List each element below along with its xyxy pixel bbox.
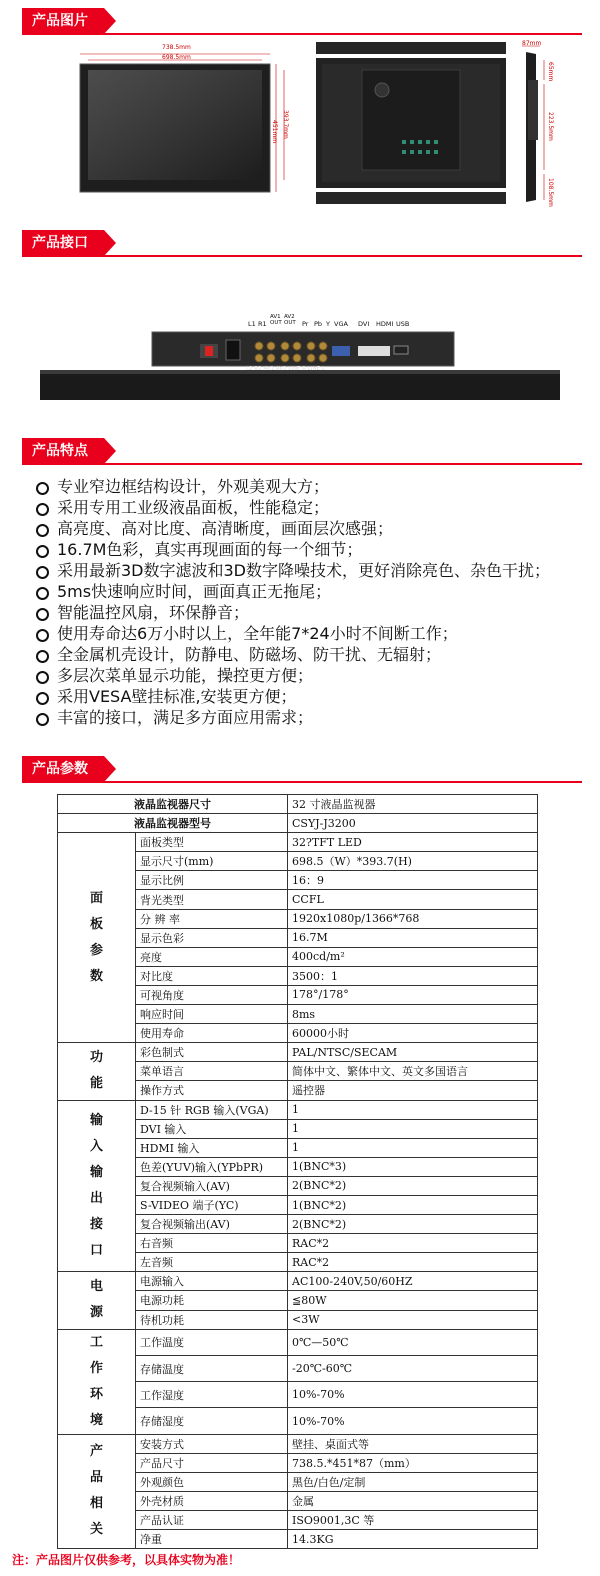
- section-header-images: [22, 8, 582, 36]
- spec-group-char: 数: [89, 968, 103, 984]
- spec-label: 电源输入: [136, 1272, 288, 1291]
- spec-value: 60000小时: [288, 1024, 538, 1043]
- spec-label: 存储温度: [136, 1355, 288, 1381]
- spec-label: 存储湿度: [136, 1408, 288, 1434]
- spec-group-char: 参: [89, 942, 103, 958]
- spec-value: 1(BNC*2): [288, 1195, 538, 1214]
- spec-label: 背光类型: [136, 890, 288, 909]
- port-label: AV2 OUT: [284, 314, 296, 326]
- feature-item: 采用专用工业级液晶面板，性能稳定；: [32, 497, 572, 518]
- spec-value: 2(BNC*2): [288, 1176, 538, 1195]
- spec-group-name: [58, 1100, 136, 1272]
- spec-group-char: 相: [89, 1496, 103, 1512]
- section-title: 产品特点: [22, 438, 104, 464]
- spec-value: 10%-70%: [288, 1382, 538, 1408]
- spec-value: RAC*2: [288, 1253, 538, 1272]
- back-view-image: [312, 40, 512, 208]
- dim-d1: 65mm: [547, 62, 554, 82]
- dim-d3: 108.5mm: [547, 178, 554, 207]
- spec-label: 左音频: [136, 1253, 288, 1272]
- feature-item: 使用寿命达6万小时以上，全年能7*24小时不间断工作；: [32, 623, 572, 644]
- dim-outer-height: 451mm: [271, 120, 278, 144]
- spec-label: DVI 输入: [136, 1119, 288, 1138]
- spec-value: AC100-240V,50/60HZ: [288, 1272, 538, 1291]
- spec-value: -20℃-60℃: [288, 1355, 538, 1381]
- spec-value: 壁挂、桌面式等: [288, 1434, 538, 1453]
- section-header-params: [22, 756, 582, 784]
- spec-label: 右音频: [136, 1234, 288, 1253]
- dim-inner-width: 698.5mm: [162, 54, 191, 61]
- spec-label: 复合视频输出(AV): [136, 1215, 288, 1234]
- spec-group-char: 接: [89, 1216, 103, 1232]
- spec-label: 响应时间: [136, 1005, 288, 1024]
- spec-group-char: 环: [89, 1386, 103, 1402]
- spec-value: 32?TFT LED: [288, 833, 538, 852]
- spec-label: 外观颜色: [136, 1472, 288, 1491]
- spec-group-name: [58, 1043, 136, 1100]
- feature-item: 智能温控风扇，环保静音；: [32, 602, 572, 623]
- spec-label: 可视角度: [136, 985, 288, 1004]
- spec-group-char: 口: [89, 1242, 103, 1258]
- spec-label: 产品认证: [136, 1511, 288, 1530]
- spec-label: 复合视频输入(AV): [136, 1176, 288, 1195]
- spec-label: 使用寿命: [136, 1024, 288, 1043]
- feature-item: 丰富的接口，满足多方面应用需求；: [32, 707, 572, 728]
- dim-outer-width: 738.5mm: [162, 44, 191, 51]
- spec-group-char: 功: [89, 1050, 103, 1066]
- spec-label: 彩色制式: [136, 1043, 288, 1062]
- feature-item: 采用VESA壁挂标准,安装更方便；: [32, 686, 572, 707]
- port-bottom-labels: L2 R2 AV1 AV2 LINE R LINE L: [246, 366, 325, 372]
- spec-label: 安装方式: [136, 1434, 288, 1453]
- spec-group-name: [58, 1272, 136, 1329]
- port-label: Y: [326, 320, 330, 328]
- front-view-drawing: [70, 40, 300, 200]
- spec-label: 产品尺寸: [136, 1453, 288, 1472]
- spec-value: 1(BNC*3): [288, 1157, 538, 1176]
- spec-label: 显示尺寸(mm): [136, 852, 288, 871]
- spec-group-char: 板: [89, 916, 103, 932]
- spec-value: 14.3KG: [288, 1530, 538, 1549]
- spec-value: 1920x1080p/1366*768: [288, 909, 538, 928]
- feature-item: 全金属机壳设计，防静电、防磁场、防干扰、无辐射；: [32, 644, 572, 665]
- spec-label: 待机功耗: [136, 1310, 288, 1329]
- spec-value: 400cd/m²: [288, 947, 538, 966]
- table-row: [58, 1043, 538, 1062]
- section-title: 产品接口: [22, 230, 104, 256]
- spec-group-char: 入: [89, 1138, 103, 1154]
- table-row: [58, 795, 538, 814]
- dim-d2: 223.5mm: [547, 112, 554, 141]
- spec-label: 面板类型: [136, 833, 288, 852]
- section-divider: [22, 781, 582, 783]
- table-row: [58, 1434, 538, 1453]
- side-view-image: [518, 40, 578, 208]
- section-divider: [22, 255, 582, 257]
- spec-group-char: 能: [89, 1076, 103, 1092]
- spec-group-char: 作: [89, 1360, 103, 1376]
- section-divider: [22, 33, 582, 35]
- feature-item: 16.7M色彩，真实再现画面的每一个细节；: [32, 539, 572, 560]
- spec-label: 液晶监视器尺寸: [58, 795, 288, 814]
- section-title: 产品参数: [22, 756, 104, 782]
- spec-label: 净重: [136, 1530, 288, 1549]
- spec-label: D-15 针 RGB 输入(VGA): [136, 1100, 288, 1119]
- spec-value: 8ms: [288, 1005, 538, 1024]
- table-row: [58, 833, 538, 852]
- port-label: AV1 OUT: [270, 314, 282, 326]
- spec-value: 10%-70%: [288, 1408, 538, 1434]
- table-row: [58, 814, 538, 833]
- table-row: [58, 1100, 538, 1119]
- spec-group-char: 产: [89, 1444, 103, 1460]
- port-label: Pb: [314, 320, 323, 328]
- spec-label: 外壳材质: [136, 1491, 288, 1510]
- dim-depth: 87mm: [522, 40, 542, 47]
- spec-label: 对比度: [136, 966, 288, 985]
- spec-label: 显示比例: [136, 871, 288, 890]
- feature-item: 高亮度、高对比度、高清晰度，画面层次感强；: [32, 518, 572, 539]
- port-label: USB: [396, 320, 410, 328]
- spec-value: CSYJ-J3200: [288, 814, 538, 833]
- spec-value: 2(BNC*2): [288, 1215, 538, 1234]
- spec-label: 菜单语言: [136, 1062, 288, 1081]
- spec-value: 0℃—50℃: [288, 1329, 538, 1355]
- table-row: [58, 1329, 538, 1355]
- spec-group-char: 品: [89, 1470, 103, 1486]
- spec-label: 亮度: [136, 947, 288, 966]
- spec-group-name: [58, 833, 136, 1043]
- spec-value: RAC*2: [288, 1234, 538, 1253]
- spec-value: 黑色/白色/定制: [288, 1472, 538, 1491]
- spec-label: 显示色彩: [136, 928, 288, 947]
- spec-group-char: 关: [89, 1522, 103, 1538]
- spec-group-char: 境: [89, 1412, 103, 1428]
- spec-table: [57, 794, 538, 1549]
- spec-label: 分 辨 率: [136, 909, 288, 928]
- port-label: L1: [248, 320, 256, 328]
- spec-value: 16.7M: [288, 928, 538, 947]
- section-header-features: [22, 438, 582, 466]
- port-label: DVI: [358, 320, 370, 328]
- spec-value: 1: [288, 1119, 538, 1138]
- spec-label: 电源功耗: [136, 1291, 288, 1310]
- spec-value: 738.5.*451*87（mm）: [288, 1453, 538, 1472]
- spec-value: ≦80W: [288, 1291, 538, 1310]
- spec-value: 16：9: [288, 871, 538, 890]
- spec-value: 遥控器: [288, 1081, 538, 1100]
- section-divider: [22, 463, 582, 465]
- spec-group-char: 输: [89, 1112, 103, 1128]
- spec-value: 1: [288, 1138, 538, 1157]
- table-row: [58, 1272, 538, 1291]
- feature-item: 专业窄边框结构设计，外观美观大方；: [32, 476, 572, 497]
- spec-value: ISO9001,3C 等: [288, 1511, 538, 1530]
- spec-value: 178°/178°: [288, 985, 538, 1004]
- spec-value: PAL/NTSC/SECAM: [288, 1043, 538, 1062]
- port-label: VGA: [334, 320, 348, 328]
- spec-label: 色差(YUV)输入(YPbPR): [136, 1157, 288, 1176]
- spec-value: <3W: [288, 1310, 538, 1329]
- spec-label: HDMI 输入: [136, 1138, 288, 1157]
- feature-item: 5ms快速响应时间，画面真正无拖尾；: [32, 581, 572, 602]
- front-view-image: [70, 40, 300, 200]
- port-label: Pr: [302, 320, 309, 328]
- section-title: 产品图片: [22, 8, 104, 34]
- spec-value: 698.5（W）*393.7(H): [288, 852, 538, 871]
- spec-value: 简体中文、繁体中文、英文多国语言: [288, 1062, 538, 1081]
- dim-inner-height: 393.7mm: [282, 110, 289, 139]
- feature-item: 多层次菜单显示功能，操控更方便；: [32, 665, 572, 686]
- spec-value: 3500：1: [288, 966, 538, 985]
- spec-value: 金属: [288, 1491, 538, 1510]
- feature-item: 采用最新3D数字滤波和3D数字降噪技术，更好消除亮色、杂色干扰；: [32, 560, 572, 581]
- spec-value: 1: [288, 1100, 538, 1119]
- spec-label: 液晶监视器型号: [58, 814, 288, 833]
- back-view-drawing: [312, 40, 512, 208]
- port-label: HDMI: [376, 320, 394, 328]
- section-header-ports: [22, 230, 582, 258]
- spec-group-char: 面: [89, 890, 103, 906]
- spec-label: 工作湿度: [136, 1382, 288, 1408]
- spec-group-char: 输: [89, 1164, 103, 1180]
- spec-label: S-VIDEO 端子(YC): [136, 1195, 288, 1214]
- footer-note: 注：产品图片仅供参考，以具体实物为准！: [12, 1553, 241, 1567]
- spec-label: 操作方式: [136, 1081, 288, 1100]
- ports-panel-drawing: [40, 318, 560, 402]
- spec-group-name: [58, 1329, 136, 1434]
- spec-group-name: [58, 1434, 136, 1549]
- spec-label: 工作温度: [136, 1329, 288, 1355]
- feature-list: [32, 476, 572, 728]
- spec-group-char: 出: [89, 1190, 103, 1206]
- spec-group-char: 工: [89, 1334, 103, 1350]
- spec-group-char: 电: [89, 1279, 103, 1295]
- spec-group-char: 源: [89, 1305, 103, 1321]
- ports-panel-image: [40, 314, 560, 402]
- spec-value: 32 寸液晶监视器: [288, 795, 538, 814]
- port-label: R1: [258, 320, 267, 328]
- spec-value: CCFL: [288, 890, 538, 909]
